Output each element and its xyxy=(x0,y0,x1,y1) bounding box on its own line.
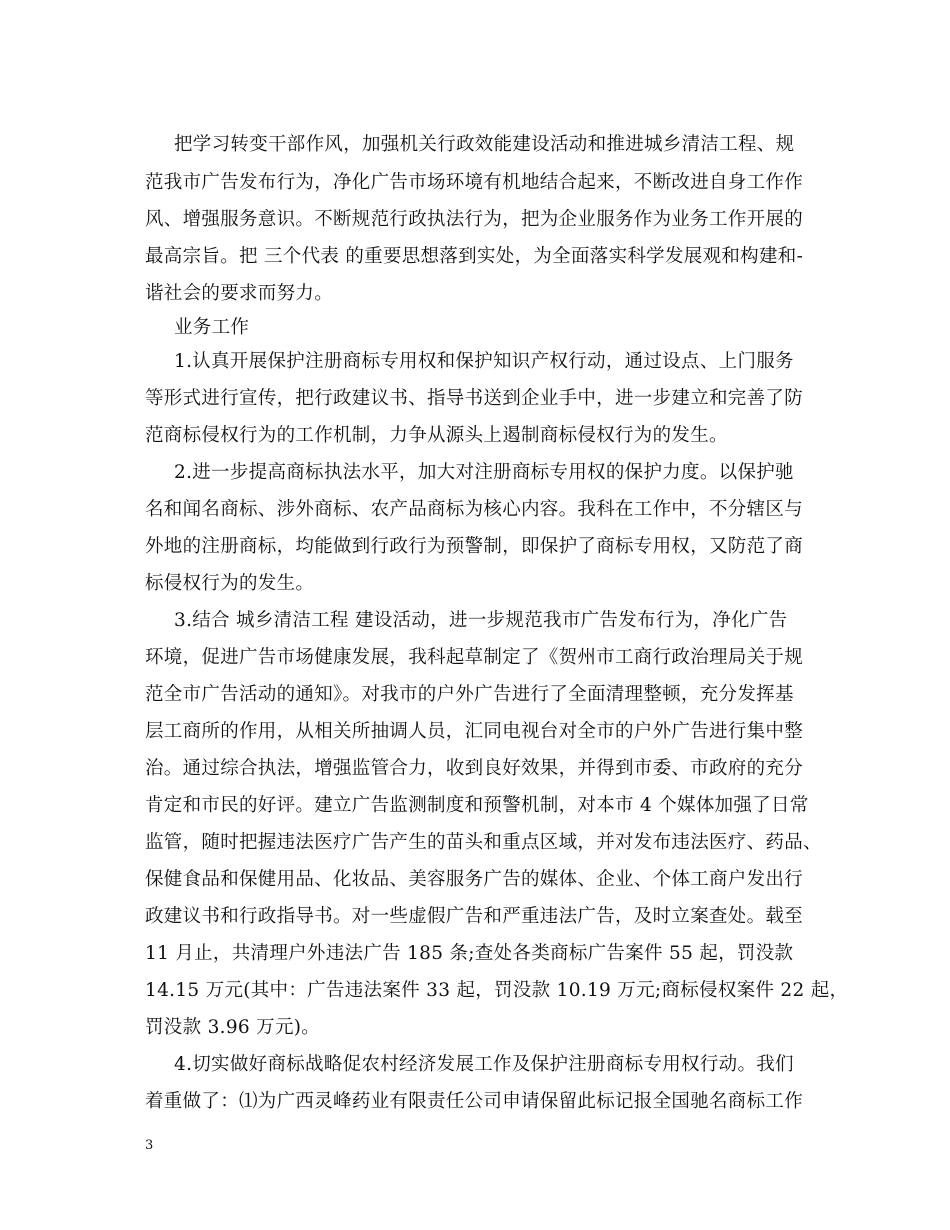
text-line: 肯定和市民的好评。建立广告监测制度和预警机制，对本市 4 个媒体加强了日常 xyxy=(145,795,809,816)
text-line: 等形式进行宣传，把行政建议书、指导书送到企业手中，进一步建立和完善了防 xyxy=(145,388,804,409)
text-line: 环境，促进广告市场健康发展，我科起草制定了《贺州市工商行政治理局关于规 xyxy=(145,647,804,668)
text-line: 1.认真开展保护注册商标专用权和保护知识产权行动，通过设点、上门服务 xyxy=(174,351,794,372)
text-line: 谐社会的要求而努力。 xyxy=(145,283,334,304)
text-line: 名和闻名商标、涉外商标、农产品商标为核心内容。我科在工作中，不分辖区与 xyxy=(145,499,804,520)
text-line: 风、增强服务意识。不断规范行政执法行为，把为企业服务作为业务工作开展的 xyxy=(145,209,804,230)
text-line: 范商标侵权行为的工作机制，力争从源头上遏制商标侵权行为的发生。 xyxy=(145,425,728,446)
text-line: 层工商所的作用，从相关所抽调人员，汇同电视台对全市的户外广告进行集中整 xyxy=(145,721,804,742)
section-heading: 业务工作 xyxy=(174,317,250,338)
text-line: 标侵权行为的发生。 xyxy=(145,573,315,594)
text-line: 2.进一步提高商标执法水平，加大对注册商标专用权的保护力度。以保护驰 xyxy=(174,462,794,483)
text-line: 监管，随时把握违法医疗广告产生的苗头和重点区域，并对发布违法医疗、药品、 xyxy=(145,832,822,853)
text-line: 把学习转变干部作风，加强机关行政效能建设活动和推进城乡清洁工程、规 xyxy=(174,134,795,155)
page-number: 3 xyxy=(145,1138,154,1153)
text-line: 罚没款 3.96 万元)。 xyxy=(145,1017,321,1038)
text-line: 政建议书和行政指导书。对一些虚假广告和严重违法广告，及时立案查处。载至 xyxy=(145,906,804,927)
text-line: 保健食品和保健用品、化妆品、美容服务广告的媒体、企业、个体工商户发出行 xyxy=(145,869,804,890)
text-line: 范我市广告发布行为，净化广告市场环境有机地结合起来，不断改进自身工作作 xyxy=(145,172,804,193)
text-line: 最高宗旨。把 三个代表 的重要思想落到实处，为全面落实科学发展观和构建和- xyxy=(145,246,804,267)
text-line: 11 月止，共清理户外违法广告 185 条;查处各类商标广告案件 55 起，罚没款 xyxy=(145,943,794,964)
text-line: 14.15 万元(其中：广告违法案件 33 起，罚没款 10.19 万元;商标侵权案件 22 起， xyxy=(145,980,849,1001)
text-line: 4.切实做好商标战略促农村经济发展工作及保护注册商标专用权行动。我们 xyxy=(174,1054,794,1075)
text-line: 治。通过综合执法，增强监管合力，收到良好效果，并得到市委、市政府的充分 xyxy=(145,758,804,779)
text-line: 着重做了：⑴为广西灵峰药业有限责任公司申请保留此标记报全国驰名商标工作 xyxy=(145,1091,804,1112)
text-line: 范全市广告活动的通知》。对我市的户外广告进行了全面清理整顿，充分发挥基 xyxy=(145,684,794,705)
text-line: 外地的注册商标，均能做到行政行为预警制，即保护了商标专用权，又防范了商 xyxy=(145,536,804,557)
text-line: 3.结合 城乡清洁工程 建设活动，进一步规范我市广告发布行为，净化广告 xyxy=(174,610,788,631)
